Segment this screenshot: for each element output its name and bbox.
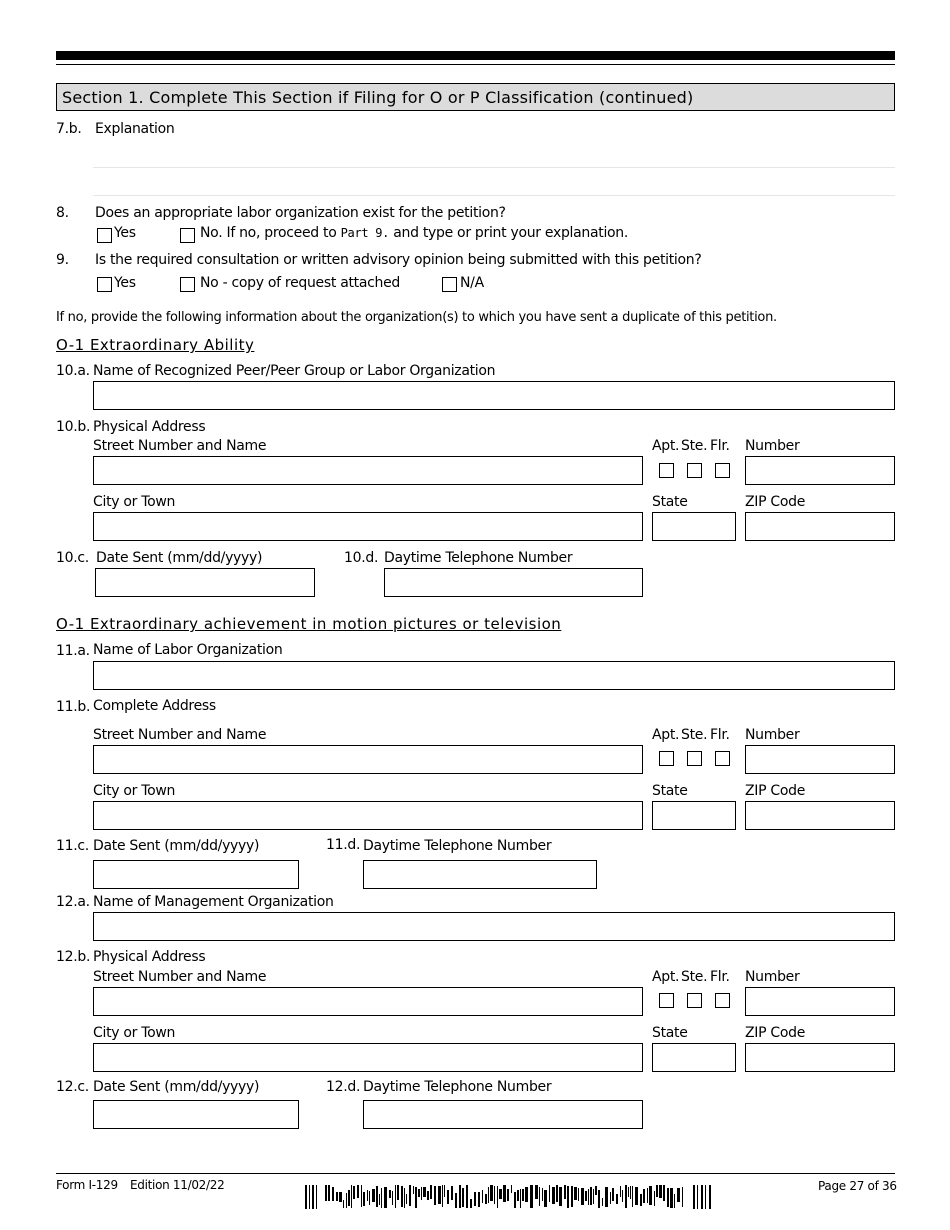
q10b-street-input[interactable] bbox=[93, 456, 643, 485]
q10a-org-name-input[interactable] bbox=[93, 381, 895, 410]
q11b-state-select[interactable] bbox=[652, 801, 736, 830]
q10b-city-label: City or Town bbox=[93, 494, 176, 510]
q8-question: Does an appropriate labor organization exist for the petition? bbox=[95, 205, 506, 221]
q10b-number: 10.b. bbox=[56, 419, 91, 435]
section-header bbox=[56, 83, 895, 111]
q11b-number: 11.b. bbox=[56, 699, 91, 715]
footer-edition: Edition 11/02/22 bbox=[130, 1178, 225, 1192]
q12b-zip-label: ZIP Code bbox=[745, 1025, 806, 1041]
o1-achievement-heading: O-1 Extraordinary achievement in motion pictures or television bbox=[56, 615, 562, 633]
q8-part-ref: Part 9. bbox=[340, 226, 390, 240]
barcode-icon bbox=[305, 1185, 713, 1209]
q12b-ste-checkbox[interactable] bbox=[687, 993, 702, 1008]
q7b-number: 7.b. bbox=[56, 121, 82, 137]
q10b-flr-label: Flr. bbox=[710, 438, 730, 454]
q12a-org-name-input[interactable] bbox=[93, 912, 895, 941]
q9-yes-label: Yes bbox=[114, 275, 136, 291]
q12b-ste-label: Ste. bbox=[681, 969, 708, 985]
q8-no-label bbox=[200, 225, 628, 241]
q12b-zip-input[interactable] bbox=[745, 1043, 895, 1072]
q12c-number: 12.c. bbox=[56, 1079, 89, 1095]
q11b-street-label: Street Number and Name bbox=[93, 727, 267, 743]
q11a-number: 11.a. bbox=[56, 643, 90, 659]
footer-rule bbox=[56, 1173, 895, 1174]
q10c-label: Date Sent (mm/dd/yyyy) bbox=[96, 550, 263, 566]
q10b-zip-label: ZIP Code bbox=[745, 494, 806, 510]
q12b-label: Physical Address bbox=[93, 949, 206, 965]
q10b-label: Physical Address bbox=[93, 419, 206, 435]
q12d-label: Daytime Telephone Number bbox=[363, 1079, 552, 1095]
q10b-flr-checkbox[interactable] bbox=[715, 463, 730, 478]
q12d-number: 12.d. bbox=[326, 1079, 361, 1095]
q12b-city-label: City or Town bbox=[93, 1025, 176, 1041]
q12a-number: 12.a. bbox=[56, 894, 90, 910]
q11d-label: Daytime Telephone Number bbox=[363, 838, 552, 854]
q10d-phone-input[interactable] bbox=[384, 568, 643, 597]
header-rule-thick bbox=[56, 51, 895, 60]
q8-no-suffix: and type or print your explanation. bbox=[389, 225, 629, 241]
q9-no-checkbox[interactable] bbox=[180, 277, 195, 292]
q12b-apt-label: Apt. bbox=[652, 969, 680, 985]
q9-no-label: No - copy of request attached bbox=[200, 275, 400, 291]
q11b-label: Complete Address bbox=[93, 698, 216, 714]
q10b-ste-label: Ste. bbox=[681, 438, 708, 454]
q11b-apt-label: Apt. bbox=[652, 727, 680, 743]
q12a-label: Name of Management Organization bbox=[93, 894, 334, 910]
q11b-state-label: State bbox=[652, 783, 688, 799]
q10b-ste-checkbox[interactable] bbox=[687, 463, 702, 478]
q12b-city-input[interactable] bbox=[93, 1043, 643, 1072]
q12b-street-label: Street Number and Name bbox=[93, 969, 267, 985]
q11d-phone-input[interactable] bbox=[363, 860, 597, 889]
q12b-apt-checkbox[interactable] bbox=[659, 993, 674, 1008]
q12c-date-input[interactable] bbox=[93, 1100, 299, 1129]
q12b-state-label: State bbox=[652, 1025, 688, 1041]
footer-page-number: Page 27 of 36 bbox=[818, 1179, 897, 1193]
q9-yes-checkbox[interactable] bbox=[97, 277, 112, 292]
q11c-date-input[interactable] bbox=[93, 860, 299, 889]
q12b-state-select[interactable] bbox=[652, 1043, 736, 1072]
q9-na-checkbox[interactable] bbox=[442, 277, 457, 292]
footer-form-id: Form I-129 bbox=[56, 1178, 118, 1192]
q10b-street-label: Street Number and Name bbox=[93, 438, 267, 454]
q10d-number: 10.d. bbox=[344, 550, 379, 566]
q11b-zip-label: ZIP Code bbox=[745, 783, 806, 799]
header-rule-thin bbox=[56, 64, 895, 65]
q11b-street-input[interactable] bbox=[93, 745, 643, 774]
q11b-city-input[interactable] bbox=[93, 801, 643, 830]
q11b-ste-label: Ste. bbox=[681, 727, 708, 743]
q11a-org-name-input[interactable] bbox=[93, 661, 895, 690]
q11b-number-input[interactable] bbox=[745, 745, 895, 774]
q8-no-checkbox[interactable] bbox=[180, 228, 195, 243]
q10b-zip-input[interactable] bbox=[745, 512, 895, 541]
q11b-zip-input[interactable] bbox=[745, 801, 895, 830]
q9-number: 9. bbox=[56, 252, 69, 268]
section-title: Section 1. Complete This Section if Filing for O or P Classification (continued) bbox=[62, 88, 694, 107]
q8-yes-checkbox[interactable] bbox=[97, 228, 112, 243]
q12b-number-label: Number bbox=[745, 969, 800, 985]
explanation-line-1[interactable] bbox=[93, 167, 895, 168]
q11b-flr-checkbox[interactable] bbox=[715, 751, 730, 766]
q12c-label: Date Sent (mm/dd/yyyy) bbox=[93, 1079, 260, 1095]
q10b-apt-checkbox[interactable] bbox=[659, 463, 674, 478]
q11b-apt-checkbox[interactable] bbox=[659, 751, 674, 766]
q10c-number: 10.c. bbox=[56, 550, 89, 566]
q12b-number: 12.b. bbox=[56, 949, 91, 965]
q10c-date-input[interactable] bbox=[95, 568, 315, 597]
q11b-city-label: City or Town bbox=[93, 783, 176, 799]
q11c-label: Date Sent (mm/dd/yyyy) bbox=[93, 838, 260, 854]
q10b-state-select[interactable] bbox=[652, 512, 736, 541]
o1-ability-heading: O-1 Extraordinary Ability bbox=[56, 336, 255, 354]
q11b-ste-checkbox[interactable] bbox=[687, 751, 702, 766]
q10b-apt-label: Apt. bbox=[652, 438, 680, 454]
q12d-phone-input[interactable] bbox=[363, 1100, 643, 1129]
explanation-line-2[interactable] bbox=[93, 195, 895, 196]
q11d-number: 11.d. bbox=[326, 837, 361, 853]
q11b-number-label: Number bbox=[745, 727, 800, 743]
q11b-flr-label: Flr. bbox=[710, 727, 730, 743]
q10b-number-label: Number bbox=[745, 438, 800, 454]
q12b-street-input[interactable] bbox=[93, 987, 643, 1016]
q11a-label: Name of Labor Organization bbox=[93, 642, 283, 658]
q12b-number-input[interactable] bbox=[745, 987, 895, 1016]
q8-number: 8. bbox=[56, 205, 69, 221]
q12b-flr-checkbox[interactable] bbox=[715, 993, 730, 1008]
q9-na-label: N/A bbox=[460, 275, 484, 291]
q10b-number-input[interactable] bbox=[745, 456, 895, 485]
q10b-state-label: State bbox=[652, 494, 688, 510]
q10d-label: Daytime Telephone Number bbox=[384, 550, 573, 566]
q10a-number: 10.a. bbox=[56, 363, 90, 379]
info-note: If no, provide the following information about the organization(s) to which you have sent a duplicate of this petition. bbox=[56, 310, 777, 325]
q8-no-prefix: No. If no, proceed to bbox=[200, 225, 341, 241]
q10b-city-input[interactable] bbox=[93, 512, 643, 541]
q9-question: Is the required consultation or written advisory opinion being submitted with this petition? bbox=[95, 252, 702, 268]
q7b-label: Explanation bbox=[95, 121, 175, 137]
q12b-flr-label: Flr. bbox=[710, 969, 730, 985]
q8-yes-label: Yes bbox=[114, 225, 136, 241]
q11c-number: 11.c. bbox=[56, 838, 89, 854]
q10a-label: Name of Recognized Peer/Peer Group or Labor Organization bbox=[93, 363, 496, 379]
